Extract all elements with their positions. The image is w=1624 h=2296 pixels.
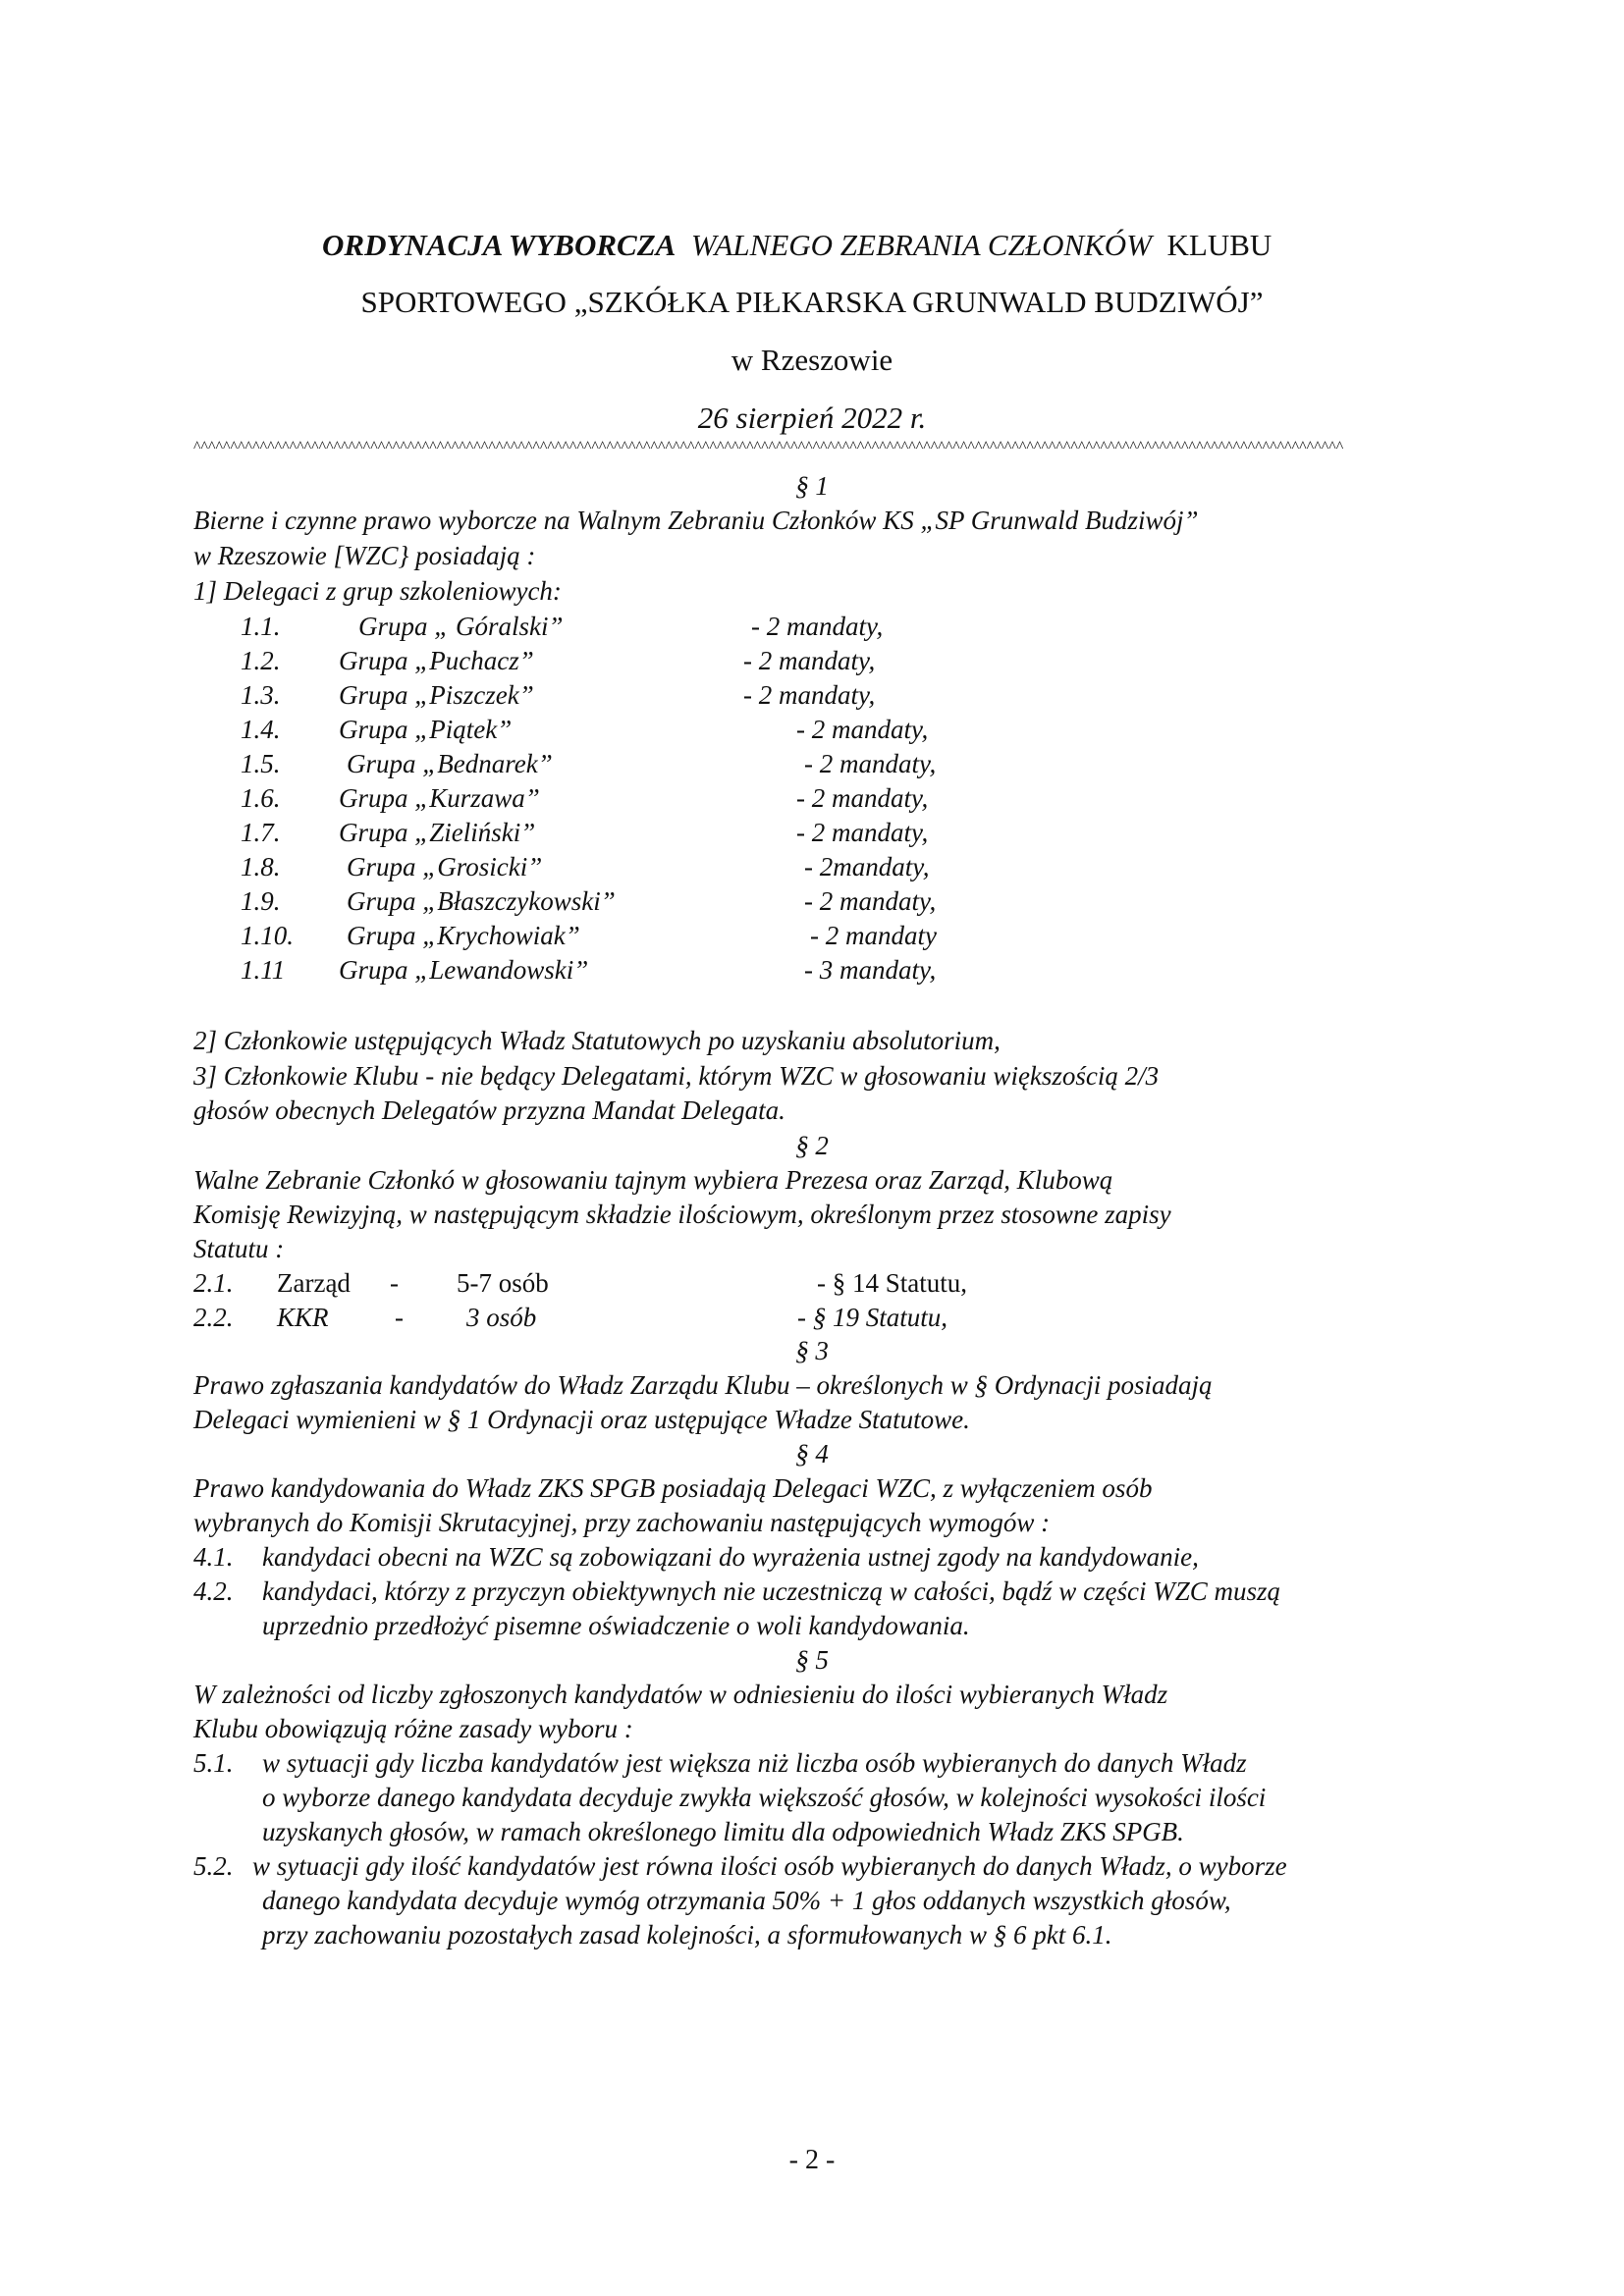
separator-line: ^^^^^^^^^^^^^^^^^^^^^^^^^^^^^^^^^^^^^^^^^^^^^^^^^^^^^^^^^^^^^^^^^^^^^^^^^^^^^^^^^^^^^^^^^^^^^^^^^^^^^^^^^^^^^^^^^^^^^^^^^^^^^^^^^^^^^^^^^^^^^^^^^^^^^^^^^^^^ — [193, 439, 1344, 455]
s5-point-1-cont-1: o wyborze danego kandydata decyduje zwykła większość głosów, w kolejności wysokości ilości — [262, 1783, 1267, 1812]
s5-point-2-cont-1: danego kandydata decyduje wymóg otrzymania 50% + 1 głos oddanych wszystkich głosów, — [262, 1886, 1231, 1915]
s5-point-1: 5.1. w sytuacji gdy liczba kandydatów jest większa niż liczba osób wybieranych do danych Władz — [193, 1748, 1247, 1778]
title-rest: KLUBU — [1166, 228, 1272, 262]
title-bold: ORDYNACJA WYBORCZA — [322, 228, 677, 262]
list-item: 1.10. Grupa „Krychowiak” - 2 mandaty — [241, 921, 937, 950]
s3-line-1: Prawo zgłaszania kandydatów do Władz Zarządu Klubu – określonych w § Ordynacji posiadają — [193, 1370, 1213, 1400]
list-item: 1.1. Grupa „ Góralski” - 2 mandaty, — [241, 612, 884, 641]
section-5-mark: § 5 — [795, 1645, 829, 1675]
section-2-mark: § 2 — [795, 1131, 829, 1160]
s3-line-2: Delegaci wymienieni w § 1 Ordynacji oraz ustępujące Władze Statutowe. — [193, 1405, 970, 1434]
list-item: 1.9. Grupa „Błaszczykowski” - 2 mandaty, — [241, 886, 937, 916]
s4-line-1: Prawo kandydowania do Władz ZKS SPGB posiadają Delegaci WZC, z wyłączeniem osób — [193, 1473, 1153, 1503]
s2-line-1: Walne Zebranie Członkó w głosowaniu tajnym wybiera Prezesa oraz Zarząd, Klubową — [193, 1165, 1113, 1195]
s2-line-3: Statutu : — [193, 1234, 285, 1263]
s1-item-1: 1] Delegaci z grup szkoleniowych: — [193, 576, 562, 606]
s5-line-2: Klubu obowiązują różne zasady wyboru : — [193, 1714, 633, 1743]
s4-point-1: 4.1. kandydaci obecni na WZC są zobowiązani do wyrażenia ustnej zgody na kandydowanie, — [193, 1542, 1199, 1572]
list-item: 1.8. Grupa „Grosicki” - 2mandaty, — [241, 852, 930, 881]
s5-point-2-cont-2: przy zachowaniu pozostałych zasad kolejności, a sformułowanych w § 6 pkt 6.1. — [262, 1920, 1112, 1949]
list-item: 1.11 Grupa „Lewandowski” - 3 mandaty, — [241, 955, 937, 985]
s4-point-2: 4.2. kandydaci, którzy z przyczyn obiektywnych nie uczestniczą w całości, bądź w części WZC muszą — [193, 1576, 1281, 1606]
s5-point-2: 5.2. w sytuacji gdy ilość kandydatów jest równa ilości osób wybieranych do danych Władz, o wyborze — [193, 1851, 1287, 1881]
s1-item-3-line-1: 3] Członkowie Klubu - nie będący Delegatami, którym WZC w głosowaniu większością 2/3 — [193, 1061, 1160, 1091]
list-item: 1.2. Grupa „Puchacz” - 2 mandaty, — [241, 646, 876, 675]
section-4-mark: § 4 — [795, 1439, 829, 1468]
s1-intro-line-2: w Rzeszowie [WZC} posiadają : — [193, 541, 536, 570]
list-item: 1.4. Grupa „Piątek” - 2 mandaty, — [241, 715, 929, 744]
s2-line-2: Komisję Rewizyjną, w następującym składzie ilościowym, określonym przez stosowne zapisy — [193, 1200, 1171, 1229]
title-line-3: w Rzeszowie — [731, 343, 893, 377]
document-date: 26 sierpień 2022 r. — [697, 400, 927, 435]
page-number: - 2 - — [788, 2145, 836, 2175]
section-3-mark: § 3 — [795, 1336, 829, 1365]
s1-item-3-line-2: głosów obecnych Delegatów przyzna Mandat Delegata. — [193, 1095, 785, 1125]
title-line-2: SPORTOWEGO „SZKÓŁKA PIŁKARSKA GRUNWALD BUDZIWÓJ” — [360, 285, 1264, 319]
list-item: 1.3. Grupa „Piszczek” - 2 mandaty, — [241, 680, 876, 710]
s4-line-2: wybranych do Komisji Skrutacyjnej, przy zachowaniu następujących wymogów : — [193, 1508, 1051, 1537]
s2-row-2: 2.2. KKR - 3 osób - § 19 Statutu, — [193, 1303, 947, 1332]
s2-row-1: 2.1. Zarząd - 5-7 osób - § 14 Statutu, — [193, 1268, 967, 1298]
s1-intro-line-1: Bierne i czynne prawo wyborcze na Walnym Zebraniu Członków KS „SP Grunwald Budziwój” — [193, 506, 1199, 535]
list-item: 1.6. Grupa „Kurzawa” - 2 mandaty, — [241, 783, 929, 813]
section-1-mark: § 1 — [795, 471, 829, 501]
s1-item-2: 2] Członkowie ustępujących Władz Statutowych po uzyskaniu absolutorium, — [193, 1026, 1001, 1055]
s5-point-1-cont-2: uzyskanych głosów, w ramach określonego limitu dla odpowiednich Władz ZKS SPGB. — [262, 1817, 1184, 1846]
s5-line-1: W zależności od liczby zgłoszonych kandydatów w odniesieniu do ilości wybieranych Władz — [193, 1680, 1168, 1709]
document-title — [322, 228, 1272, 263]
list-item: 1.7. Grupa „Zieliński” - 2 mandaty, — [241, 818, 929, 847]
title-italic: WALNEGO ZEBRANIA CZŁONKÓW — [690, 228, 1153, 262]
s4-point-2-cont: uprzednio przedłożyć pisemne oświadczenie o woli kandydowania. — [262, 1611, 970, 1640]
list-item: 1.5. Grupa „Bednarek” - 2 mandaty, — [241, 749, 937, 778]
